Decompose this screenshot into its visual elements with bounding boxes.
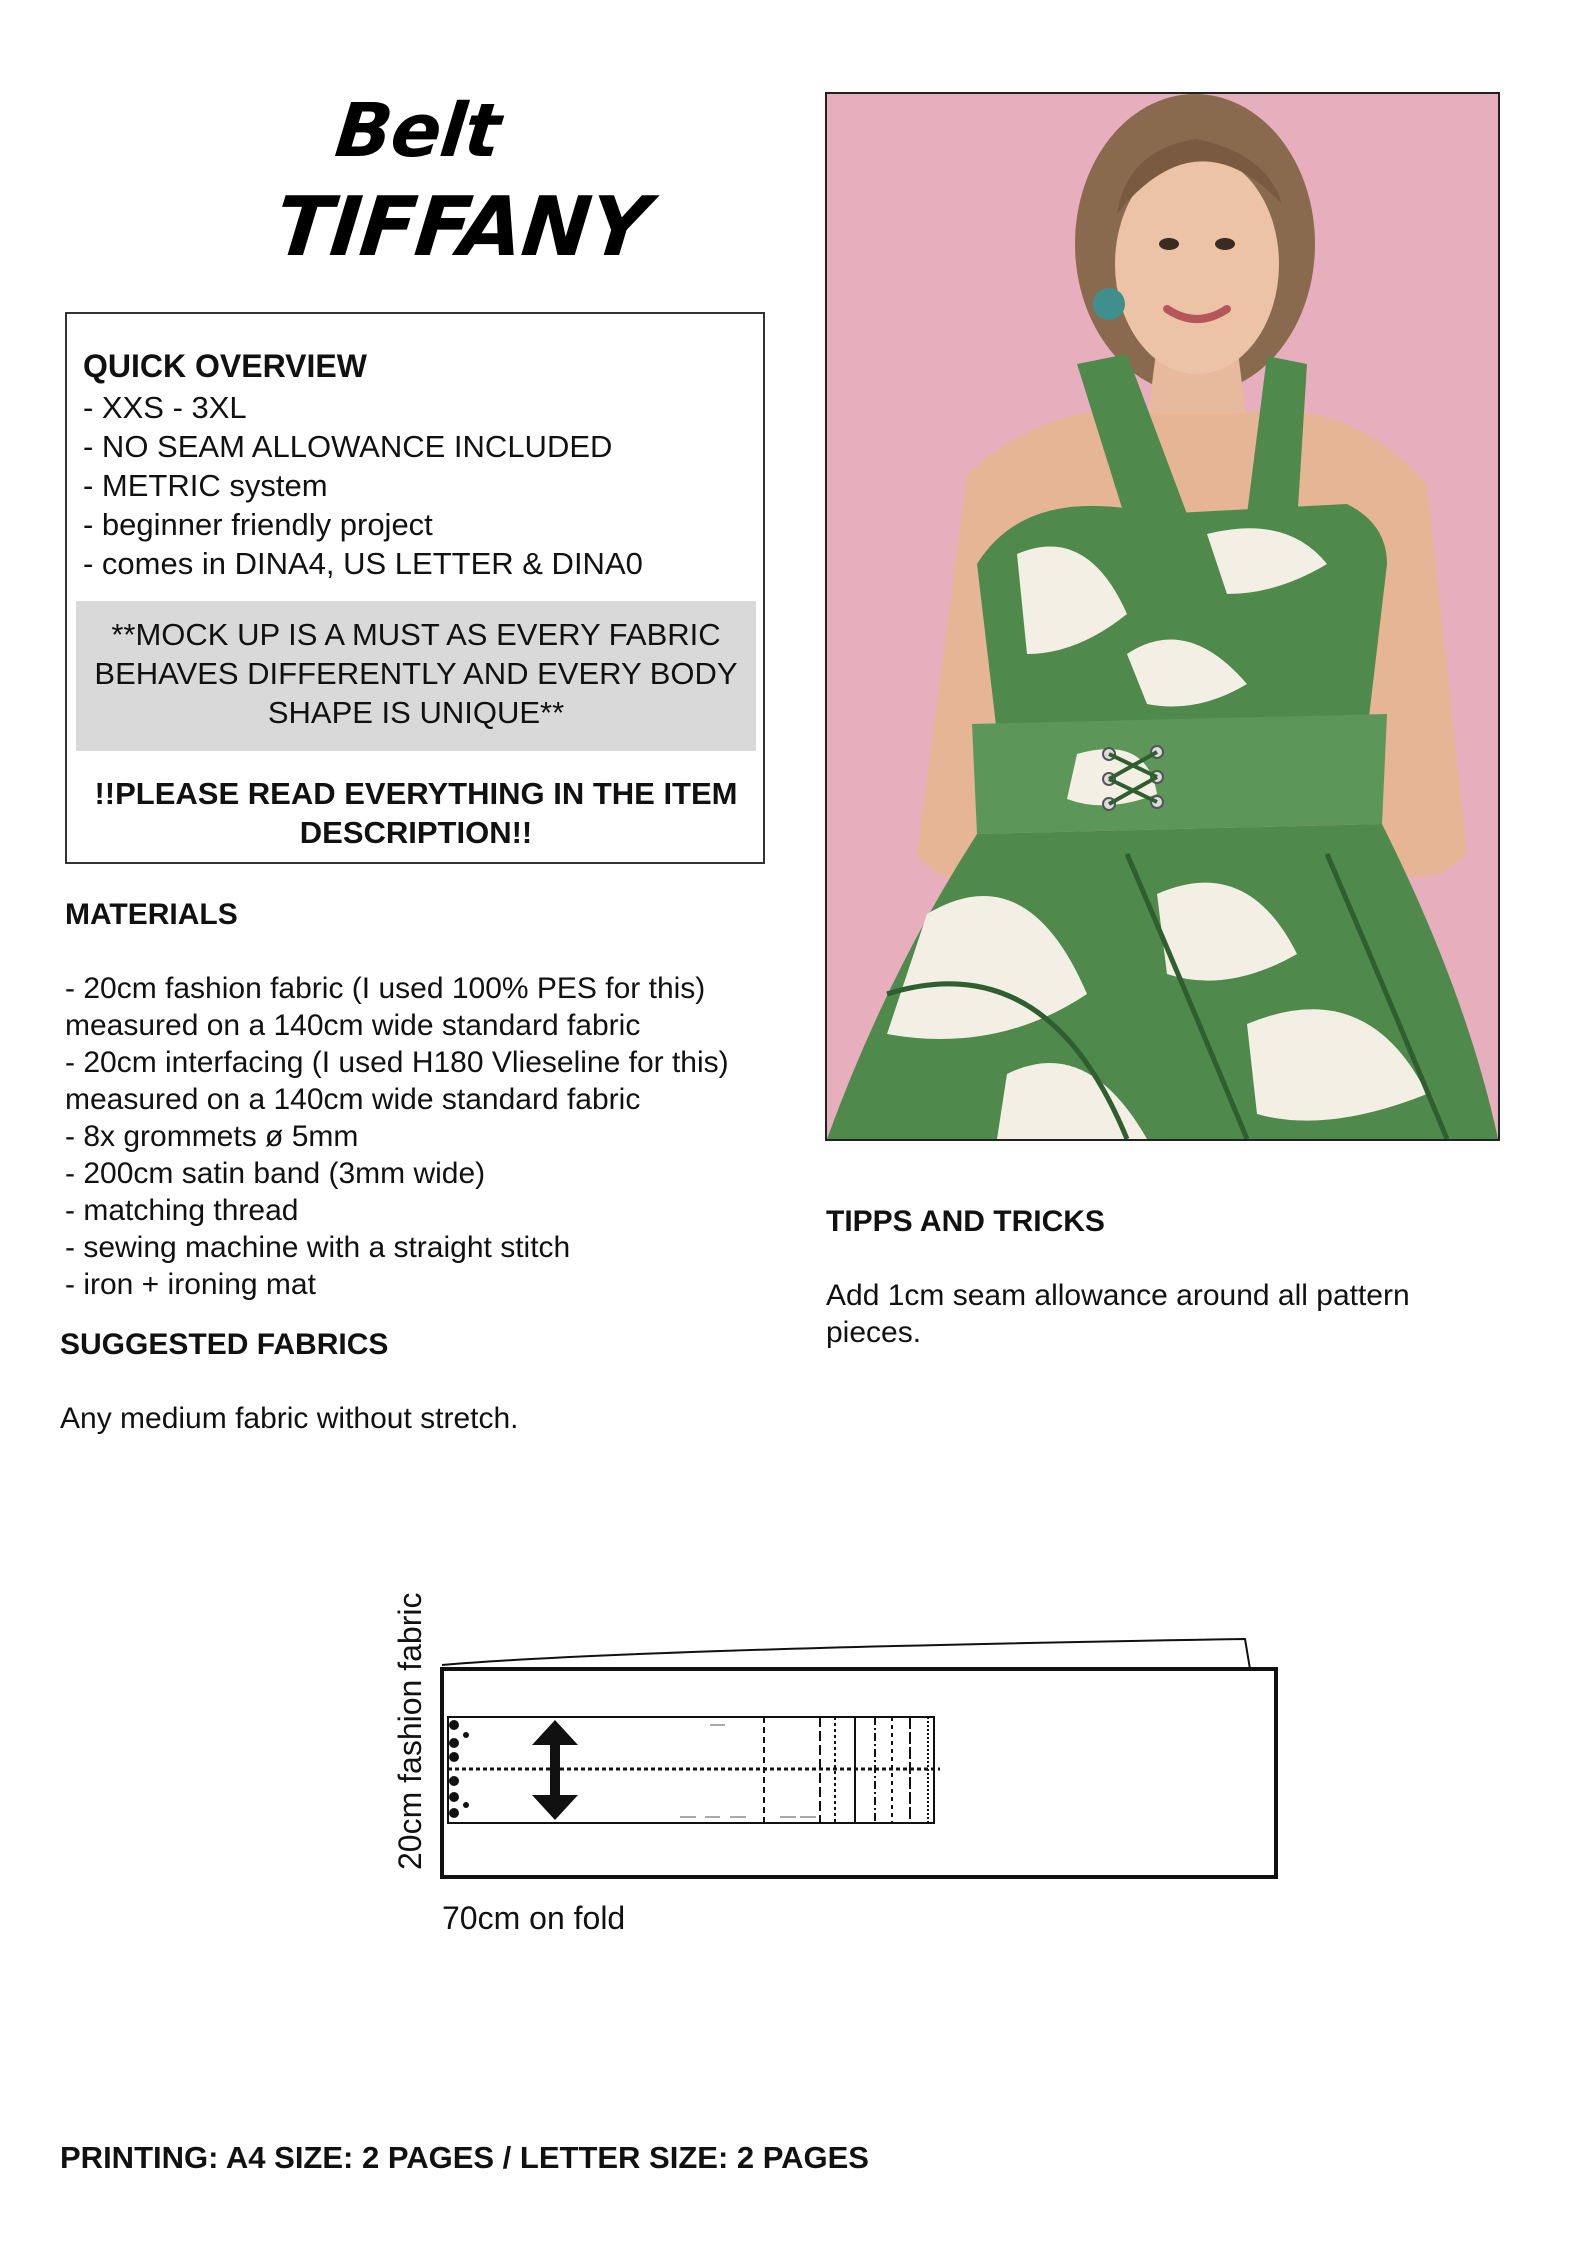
fabric-width-label: 70cm on fold bbox=[442, 1900, 626, 1936]
materials-heading: MATERIALS bbox=[65, 898, 238, 931]
suggested-fabrics-text: Any medium fabric without stretch. bbox=[60, 1402, 519, 1435]
tips-text bbox=[826, 1277, 1410, 1351]
mockup-warning-banner: **MOCK UP IS A MUST AS EVERY FABRIC BEHAVES DIFFERENTLY AND EVERY BODY SHAPE IS UNIQUE** bbox=[76, 601, 756, 751]
printing-info: PRINTING: A4 SIZE: 2 PAGES / LETTER SIZE: 2 PAGES bbox=[60, 2140, 869, 2175]
materials-line: - iron + ironing mat bbox=[65, 1268, 316, 1301]
tips-line: Add 1cm seam allowance around all pattern bbox=[826, 1279, 1410, 1312]
overview-item: - METRIC system bbox=[83, 468, 328, 503]
tips-heading: TIPPS AND TRICKS bbox=[826, 1205, 1105, 1238]
fold-layer-outline bbox=[442, 1639, 1250, 1669]
overview-list bbox=[83, 388, 643, 583]
model-photo bbox=[825, 92, 1500, 1141]
materials-line: - 200cm satin band (3mm wide) bbox=[65, 1157, 486, 1190]
fabric-height-label: 20cm fashion fabric bbox=[392, 1592, 428, 1870]
overview-item: - XXS - 3XL bbox=[83, 390, 247, 425]
overview-heading: QUICK OVERVIEW bbox=[83, 348, 367, 384]
suggested-fabrics-heading: SUGGESTED FABRICS bbox=[60, 1328, 389, 1361]
materials-line: measured on a 140cm wide standard fabric bbox=[65, 1083, 641, 1116]
read-description-note: !!PLEASE READ EVERYTHING IN THE ITEM DESCRIPTION!! bbox=[94, 776, 738, 850]
materials-list bbox=[65, 970, 729, 1303]
materials-line: - sewing machine with a straight stitch bbox=[65, 1231, 571, 1264]
title-line-tiffany: TIFFANY bbox=[271, 180, 654, 275]
materials-line: - 8x grommets ø 5mm bbox=[65, 1120, 359, 1153]
materials-line: - matching thread bbox=[65, 1194, 299, 1227]
overview-item: - beginner friendly project bbox=[83, 507, 433, 542]
tips-line: pieces. bbox=[826, 1316, 922, 1349]
cutting-layout-diagram bbox=[380, 1585, 1300, 1945]
overview-item: - comes in DINA4, US LETTER & DINA0 bbox=[83, 546, 643, 581]
model-photo-illustration bbox=[827, 94, 1498, 1139]
materials-line: measured on a 140cm wide standard fabric bbox=[65, 1009, 641, 1042]
materials-line: - 20cm interfacing (I used H180 Vlieseline for this) bbox=[65, 1046, 729, 1079]
quick-overview-box bbox=[65, 312, 765, 864]
materials-line: - 20cm fashion fabric (I used 100% PES for this) bbox=[65, 972, 706, 1005]
title-line-belt: Belt bbox=[331, 88, 504, 174]
overview-item: - NO SEAM ALLOWANCE INCLUDED bbox=[83, 429, 613, 464]
